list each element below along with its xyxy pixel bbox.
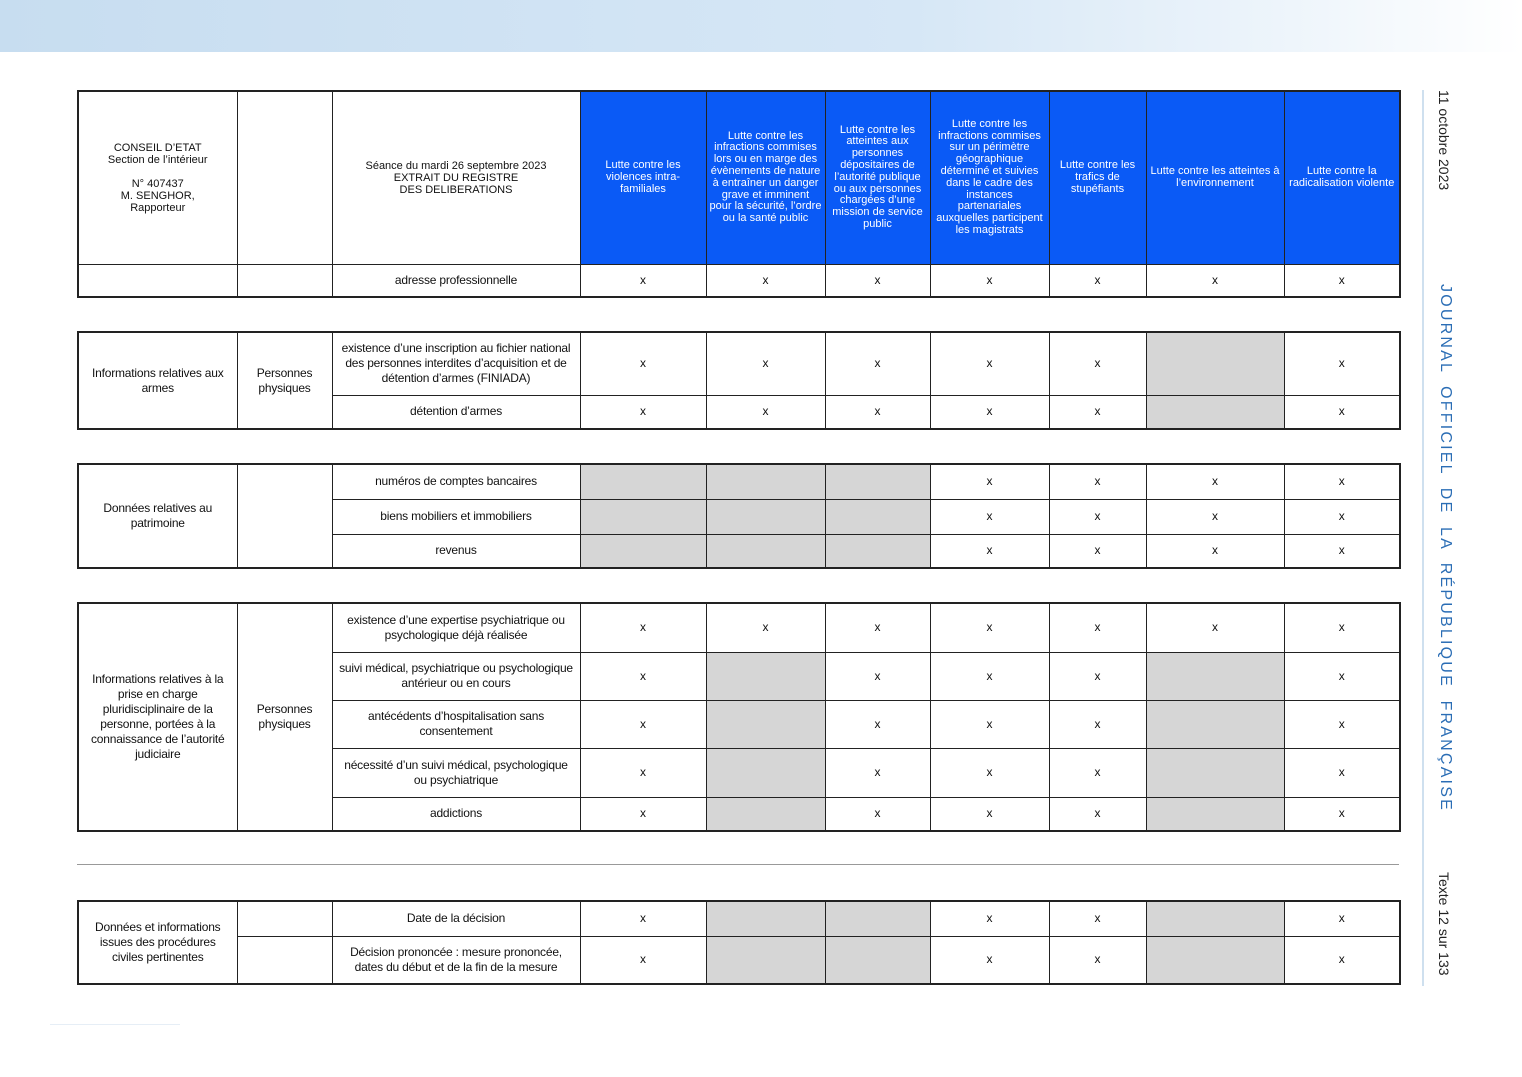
column-header: Lutte contre les infractions commises lors ou en marge des évènements de nature à entraîner un danger grave et imminent pour la sécurité, l’ordre ou la santé public [706, 91, 825, 264]
civil-proceedings-table [77, 900, 1401, 985]
mark-cell: x [1049, 700, 1146, 748]
header-table [77, 90, 1401, 298]
column-header: Lutte contre la radicalisation violente [1284, 91, 1400, 264]
mark-cell: x [1284, 332, 1400, 395]
mark-cell: x [706, 395, 825, 429]
mark-cell: x [1049, 464, 1146, 499]
column-header: Lutte contre les atteintes à l’environnement [1146, 91, 1284, 264]
column-header: Lutte contre les atteintes aux personnes dépositaires de l’autorité publique ou aux personnes chargées d’une mission de service public [825, 91, 930, 264]
publication-date: 11 octobre 2023 [1436, 90, 1452, 191]
mark-cell: x [1284, 534, 1400, 568]
shaded-cell [1146, 332, 1284, 395]
mark-cell: x [825, 395, 930, 429]
case-number: N° 407437 [131, 177, 184, 190]
mark-cell: x [1284, 700, 1400, 748]
shaded-cell [706, 797, 825, 831]
mark-cell: x [1146, 499, 1284, 534]
council-section: Section de l’intérieur [107, 153, 208, 166]
mark-cell: x [825, 264, 930, 297]
mark-cell: x [930, 603, 1049, 652]
shaded-cell [706, 700, 825, 748]
mark-cell: x [1049, 901, 1146, 936]
mark-cell: x [1284, 603, 1400, 652]
mark-cell: x [825, 652, 930, 700]
session-date: Séance du mardi 26 septembre 2023 [365, 159, 547, 172]
category-label: Données relatives au patrimoine [78, 464, 237, 568]
session-cell [332, 91, 580, 264]
shaded-cell [825, 499, 930, 534]
row-label: existence d’une expertise psychiatrique ou psychologique déjà réalisée [332, 603, 580, 652]
page-counter: Texte 12 sur 133 [1436, 872, 1452, 976]
mark-cell: x [1284, 395, 1400, 429]
category-label: Données et informations issues des procédures civiles pertinentes [78, 901, 237, 984]
mark-cell: x [1049, 264, 1146, 297]
mark-cell: x [930, 534, 1049, 568]
shaded-cell [580, 534, 706, 568]
shaded-cell [706, 748, 825, 797]
mark-cell: x [930, 499, 1049, 534]
council-cell [78, 91, 237, 264]
mark-cell: x [1146, 603, 1284, 652]
row-label: adresse professionnelle [332, 264, 580, 297]
journal-title: JOURNAL OFFICIEL DE LA RÉPUBLIQUE FRANÇAISE [1437, 284, 1454, 812]
row-label: Date de la décision [332, 901, 580, 936]
column-header: Lutte contre les trafics de stupéfiants [1049, 91, 1146, 264]
care-table [77, 602, 1401, 832]
mark-cell: x [930, 395, 1049, 429]
council-name: CONSEIL D’ETAT [113, 141, 202, 154]
top-banner [0, 0, 1522, 52]
mark-cell: x [1284, 264, 1400, 297]
mark-cell: x [706, 264, 825, 297]
mark-cell: x [825, 700, 930, 748]
mark-cell: x [1146, 534, 1284, 568]
mark-cell: x [580, 700, 706, 748]
column-header: Lutte contre les infractions commises sur un périmètre géographique déterminé et suivies dans le cadre des instances partenariales auxquelles participent les magistrats [930, 91, 1049, 264]
mark-cell: x [580, 936, 706, 984]
rapporteur-role: Rapporteur [130, 201, 186, 214]
row-label: antécédents d’hospitalisation sans consentement [332, 700, 580, 748]
mark-cell: x [1284, 901, 1400, 936]
shaded-cell [1146, 652, 1284, 700]
weapons-table [77, 331, 1401, 430]
divider [50, 1024, 180, 1025]
empty-cell [237, 901, 332, 936]
shaded-cell [706, 499, 825, 534]
mark-cell: x [1284, 499, 1400, 534]
register-title: EXTRAIT DU REGISTRE [393, 171, 519, 184]
shaded-cell [580, 499, 706, 534]
mark-cell: x [1049, 936, 1146, 984]
rapporteur-name: M. SENGHOR, [120, 189, 195, 202]
mark-cell: x [1049, 499, 1146, 534]
margin-rule [1422, 90, 1424, 986]
mark-cell: x [1049, 534, 1146, 568]
mark-cell: x [930, 652, 1049, 700]
mark-cell: x [580, 603, 706, 652]
shaded-cell [1146, 395, 1284, 429]
empty-header-cell [237, 91, 332, 264]
mark-cell: x [580, 748, 706, 797]
category-label: Informations relatives à la prise en charge pluridisciplinaire de la personne, portées à la connaissance de l’autorité judiciaire [78, 603, 237, 831]
shaded-cell [580, 464, 706, 499]
mark-cell: x [1049, 603, 1146, 652]
mark-cell: x [580, 901, 706, 936]
mark-cell: x [1284, 464, 1400, 499]
register-subtitle: DES DELIBERATIONS [399, 183, 513, 196]
mark-cell: x [1146, 464, 1284, 499]
row-label: addictions [332, 797, 580, 831]
mark-cell: x [930, 797, 1049, 831]
shaded-cell [1146, 700, 1284, 748]
shaded-cell [1146, 936, 1284, 984]
empty-cell [237, 264, 332, 297]
mark-cell: x [930, 748, 1049, 797]
shaded-cell [706, 936, 825, 984]
subject-label: Personnes physiques [237, 603, 332, 831]
column-header: Lutte contre les violences intra-familiales [580, 91, 706, 264]
mark-cell: x [706, 603, 825, 652]
mark-cell: x [1284, 936, 1400, 984]
mark-cell: x [1049, 797, 1146, 831]
mark-cell: x [580, 395, 706, 429]
mark-cell: x [825, 332, 930, 395]
shaded-cell [825, 534, 930, 568]
shaded-cell [1146, 901, 1284, 936]
row-label: nécessité d’un suivi médical, psychologique ou psychiatrique [332, 748, 580, 797]
mark-cell: x [1049, 652, 1146, 700]
shaded-cell [1146, 748, 1284, 797]
mark-cell: x [930, 901, 1049, 936]
empty-cell [78, 264, 237, 297]
shaded-cell [706, 901, 825, 936]
row-label: Décision prononcée : mesure prononcée, dates du début et de la fin de la mesure [332, 936, 580, 984]
row-label: numéros de comptes bancaires [332, 464, 580, 499]
section-divider [77, 864, 1399, 865]
category-label: Informations relatives aux armes [78, 332, 237, 429]
shaded-cell [825, 464, 930, 499]
row-label: revenus [332, 534, 580, 568]
row-label: suivi médical, psychiatrique ou psychologique antérieur ou en cours [332, 652, 580, 700]
mark-cell: x [580, 332, 706, 395]
shaded-cell [1146, 797, 1284, 831]
subject-label: Personnes physiques [237, 332, 332, 429]
mark-cell: x [1284, 797, 1400, 831]
shaded-cell [825, 901, 930, 936]
mark-cell: x [580, 652, 706, 700]
assets-table [77, 463, 1401, 569]
empty-cell [237, 936, 332, 984]
shaded-cell [706, 534, 825, 568]
mark-cell: x [825, 603, 930, 652]
mark-cell: x [706, 332, 825, 395]
row-label: biens mobiliers et immobiliers [332, 499, 580, 534]
mark-cell: x [825, 797, 930, 831]
mark-cell: x [1049, 748, 1146, 797]
empty-cell [237, 464, 332, 568]
mark-cell: x [1284, 652, 1400, 700]
mark-cell: x [930, 700, 1049, 748]
mark-cell: x [930, 264, 1049, 297]
mark-cell: x [580, 797, 706, 831]
mark-cell: x [930, 464, 1049, 499]
shaded-cell [706, 652, 825, 700]
mark-cell: x [1049, 395, 1146, 429]
shaded-cell [825, 936, 930, 984]
mark-cell: x [930, 936, 1049, 984]
mark-cell: x [825, 748, 930, 797]
mark-cell: x [580, 264, 706, 297]
row-label: détention d’armes [332, 395, 580, 429]
shaded-cell [706, 464, 825, 499]
mark-cell: x [1049, 332, 1146, 395]
mark-cell: x [930, 332, 1049, 395]
mark-cell: x [1284, 748, 1400, 797]
row-label: existence d’une inscription au fichier national des personnes interdites d’acquisition et de détention d’armes (FINIADA) [332, 332, 580, 395]
mark-cell: x [1146, 264, 1284, 297]
